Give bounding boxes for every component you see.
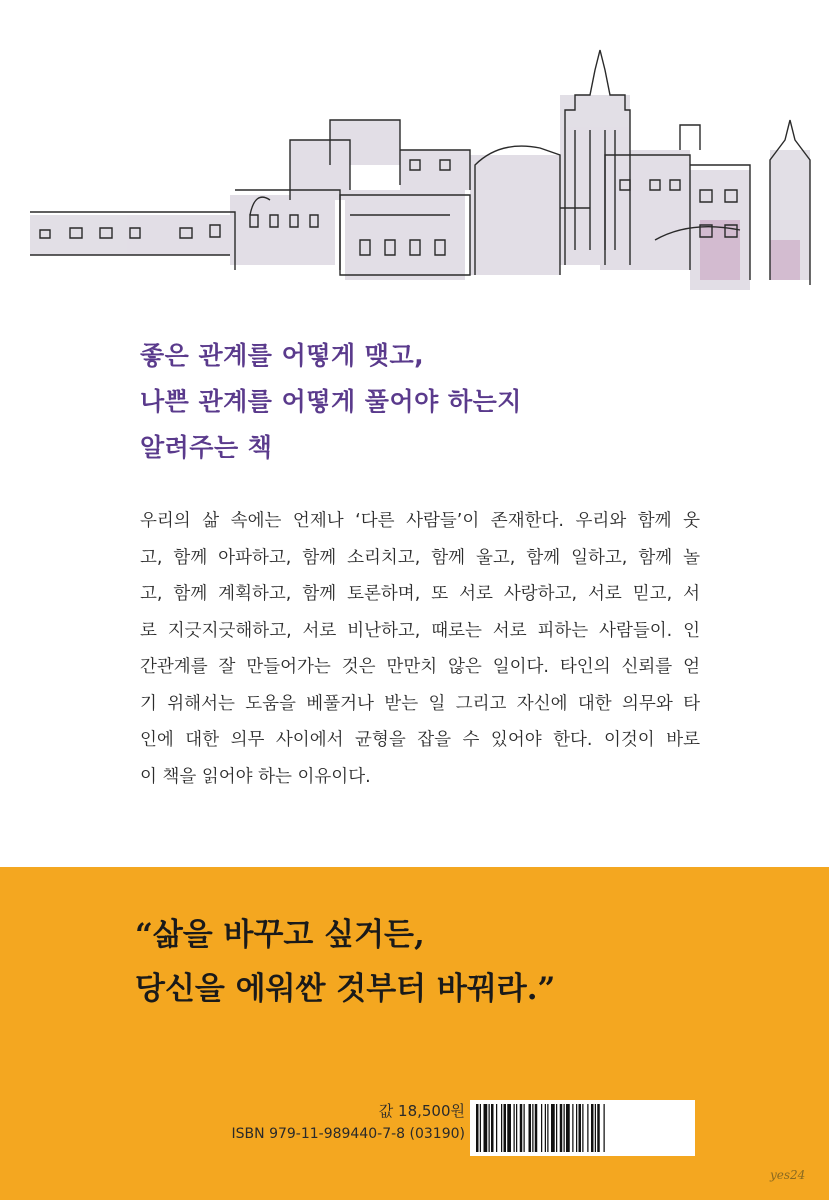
isbn-barcode	[470, 1100, 695, 1156]
body-line: 인에 대한 의무 사이에서 균형을 잡을 수 있어야 한다. 이것이 바로	[140, 730, 700, 750]
city-skyline-illustration	[0, 40, 829, 290]
watermark: yes24	[770, 1168, 806, 1182]
body-line: 간관계를 잘 만들어가는 것은 만만치 않은 일이다. 타인의 신뢰를 얻	[140, 657, 700, 677]
quote-line: 당신을 에워싼 것부터 바꿔라.”	[135, 971, 556, 1007]
pull-quote	[135, 908, 555, 1016]
headline	[140, 333, 522, 471]
body-line: 로 지긋지긋해하고, 서로 비난하고, 때로는 서로 피하는 사람들이. 인	[140, 620, 700, 641]
body-line: 고, 함께 계획하고, 함께 토론하며, 또 서로 사랑하고, 서로 믿고, 서	[140, 584, 700, 604]
headline-line: 좋은 관계를 어떻게 맺고,	[140, 341, 425, 370]
isbn-label: ISBN 979-11-989440-7-8 (03190)	[231, 1126, 465, 1142]
body-paragraph	[140, 503, 700, 795]
body-line: 고, 함께 아파하고, 함께 소리치고, 함께 울고, 함께 일하고, 함께 놀	[140, 547, 700, 568]
body-line: 이 책을 읽어야 하는 이유이다.	[140, 766, 371, 787]
body-line: 우리의 삶 속에는 언제나 ‘다른 사람들’이 존재한다. 우리와 함께 웃	[140, 511, 700, 531]
headline-line: 알려주는 책	[140, 433, 273, 462]
body-line: 기 위해서는 도움을 베풀거나 받는 일 그리고 자신에 대한 의무와 타	[140, 693, 700, 714]
price-label: 값 18,500원	[378, 1102, 465, 1120]
headline-line: 나쁜 관계를 어떻게 풀어야 하는지	[140, 387, 522, 416]
quote-line: “삶을 바꾸고 싶거든,	[135, 917, 425, 953]
